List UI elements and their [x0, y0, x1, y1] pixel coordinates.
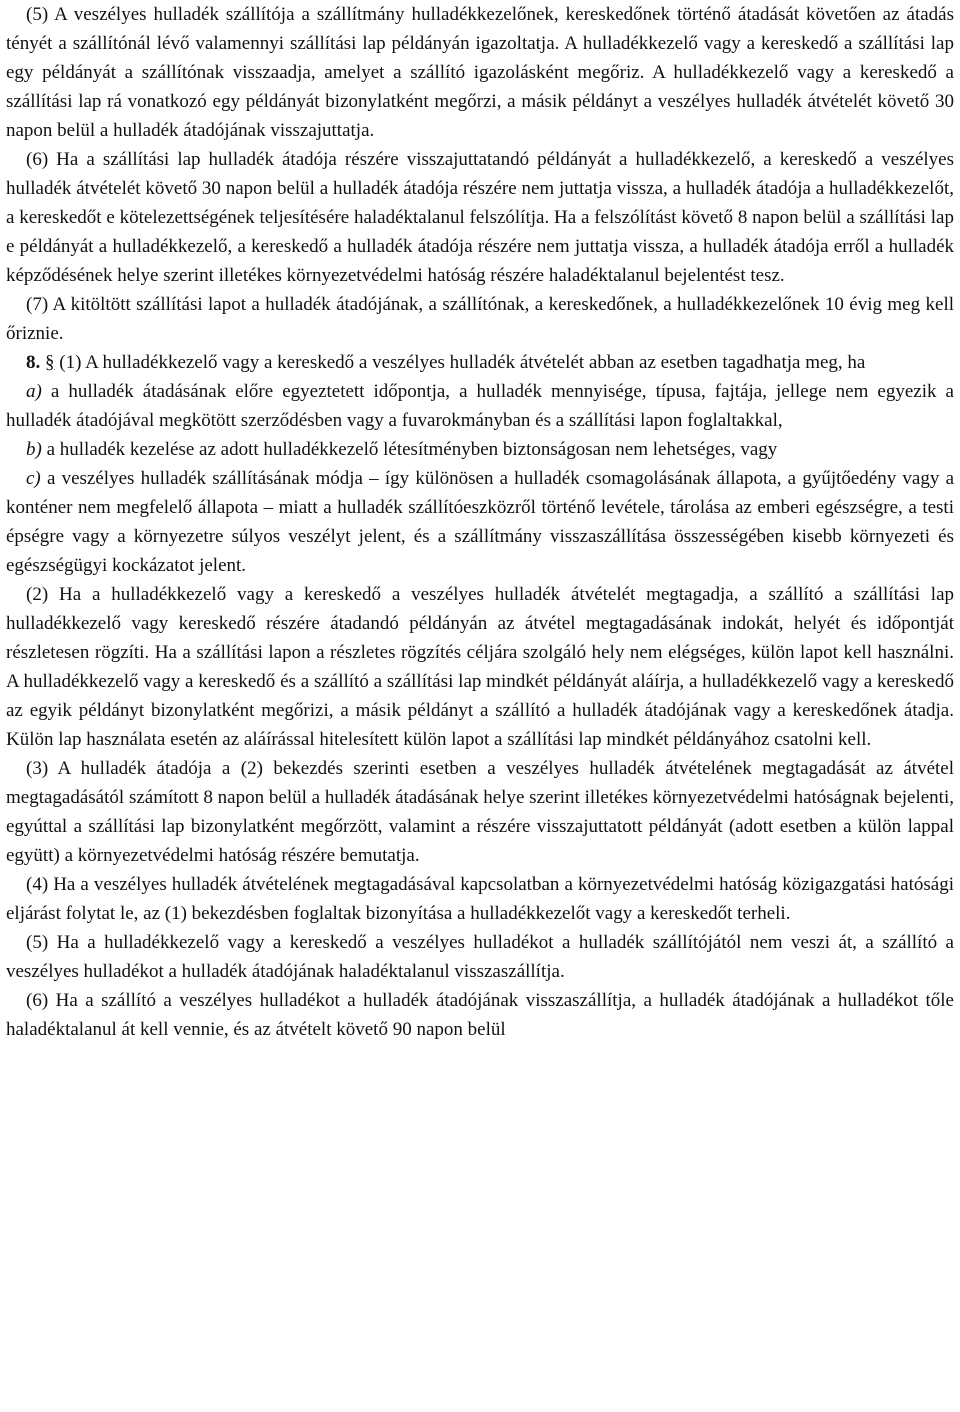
list-item-label: b): [26, 439, 42, 460]
paragraph-text: (6) Ha a szállítási lap hulladék átadója részére visszajuttatandó példányát a hulladékkezelő, a kereskedő a veszélyes hulladék átvételét követő 30 napon belül a hulladék átadója részére nem juttatja vissza, a hulladék átadója a hulladékkezelőt, a kereskedőt e kötelezettségének teljesítésére haladéktalanul felszólítja.: [6, 149, 954, 228]
paragraph-text: Ha a felszólítást követő 8 napon belül a szállítási lap e példányát a hulladékkezelő, a kereskedő a hulladék átadója részére nem juttatja vissza, a hulladék átadója erről a hulladék képződésének helye szerint illetékes környezetvédelmi hatóság részére haladéktalanul bejelentést tesz.: [6, 207, 954, 286]
section-8-paragraph-6: (6) Ha a szállító a veszélyes hulladékot a hulladék átadójának visszaszállítja, a hulladék átadójának a hulladékot tőle haladéktalanul át kell vennie, és az átvételt követő 90 napon belül: [6, 990, 954, 1040]
list-item-a: [6, 377, 954, 435]
paragraph-6: [6, 145, 954, 290]
section-8-paragraph-3: (3) A hulladék átadója a (2) bekezdés szerinti esetben a veszélyes hulladék átvételének megtagadását az átvétel megtagadásától számított 8 napon belül a hulladék átadásának helye szerint illetékes környezetvédelmi hatóságnak bejelenti, egyúttal a szállítási lap bizonylatként megőrzött, valamint a részére visszajuttatott példányát (adott esetben a külön lappal együtt) a környezetvédelmi hatóság részére bemutatja.: [6, 758, 954, 866]
paragraph-text: (5) A veszélyes hulladék szállítója a szállítmány hulladékkezelőnek, kereskedőnek történő átadását követően az átadás tényét a szállítónál lévő valamennyi szállítási lap példányán igazoltatja. A hulladékkezelő vagy a kereskedő a szállítási lap egy példányát a szállítónak visszaadja, amelyet a szállító igazolásként megőriz.: [6, 4, 954, 83]
section-number: 8.: [26, 352, 41, 373]
list-item-b: [6, 435, 954, 464]
section-8-intro: [6, 348, 954, 377]
list-item-label: a): [26, 381, 42, 402]
section-sign: §: [45, 352, 55, 373]
paragraph-5: [6, 0, 954, 145]
paragraph-7: (7) A kitöltött szállítási lapot a hulladék átadójának, a szállítónak, a kereskedőnek, a hulladékkezelőnek 10 évig meg kell őriznie.: [6, 294, 954, 344]
list-item-text: a hulladék kezelése az adott hulladékkezelő létesítményben biztonságosan nem lehetséges, vagy: [41, 439, 778, 460]
list-item-text: a hulladék átadásának előre egyeztetett időpontja, a hulladék mennyisége, típusa, fajtája, jellege nem egyezik a hulladék átadójával megkötött szerződésben vagy a fuvarokmányban és a szállítási lapon foglaltakkal,: [6, 381, 954, 431]
section-8-paragraph-4: (4) Ha a veszélyes hulladék átvételének megtagadásával kapcsolatban a környezetvédelmi hatóság közigazgatási hatósági eljárást folytat le, az (1) bekezdésben foglaltak bizonyítása a hulladékkezelőt vagy a kereskedőt terheli.: [6, 874, 954, 924]
paragraph-text: A hulladékkezelő vagy a kereskedő a szállítási lap rá vonatkozó egy példányát bizonylatként megőrzi, a másik példányt a veszélyes hulladék átvételét követő 30 napon belül a hulladék átadójának visszajuttatja.: [6, 62, 954, 141]
section-intro-text: (1) A hulladékkezelő vagy a kereskedő a veszélyes hulladék átvételét abban az esetben tagadhatja meg, ha: [54, 352, 866, 373]
section-8-paragraph-5: (5) Ha a hulladékkezelő vagy a kereskedő a veszélyes hulladékot a hulladék szállítójától nem veszi át, a szállító a veszélyes hulladékot a hulladék átadójának haladéktalanul visszaszállítja.: [6, 932, 954, 982]
list-item-text: a veszélyes hulladék szállításának módja – így különösen a hulladék csomagolásának állapota, a gyűjtőedény vagy a konténer nem megfelelő állapota – miatt a hulladék szállítóeszközről történő levétele, tárolása az emberi egészségre, a testi épségre vagy a környezetre súlyos veszélyt jelent, és a szállítmány visszaszállítása összességében kisebb környezeti és egészségügyi kockázatot jelent.: [6, 468, 954, 576]
list-item-label: c): [26, 468, 41, 489]
list-item-c: [6, 464, 954, 580]
section-8-paragraph-2: (2) Ha a hulladékkezelő vagy a kereskedő a veszélyes hulladék átvételét megtagadja, a szállító a szállítási lap hulladékkezelő vagy kereskedő részére átadandó példányán az átvétel megtagadásának indokát, helyét és időpontját részletesen rögzíti. Ha a szállítási lapon a részletes rögzítés céljára szolgáló hely nem elégséges, külön lapot kell használni. A hulladékkezelő vagy a kereskedő és a szállító a szállítási lap mindkét példányát aláírja, a hulladékkezelő vagy a kereskedő az egyik példányt bizonylatként megőrizi, a másik példányt a szállító a hulladék átadójának vagy a kereskedőnek átadja. Külön lap használata esetén az aláírással hitelesített külön lapot a szállítási lap mindkét példányához csatolni kell.: [6, 584, 954, 750]
